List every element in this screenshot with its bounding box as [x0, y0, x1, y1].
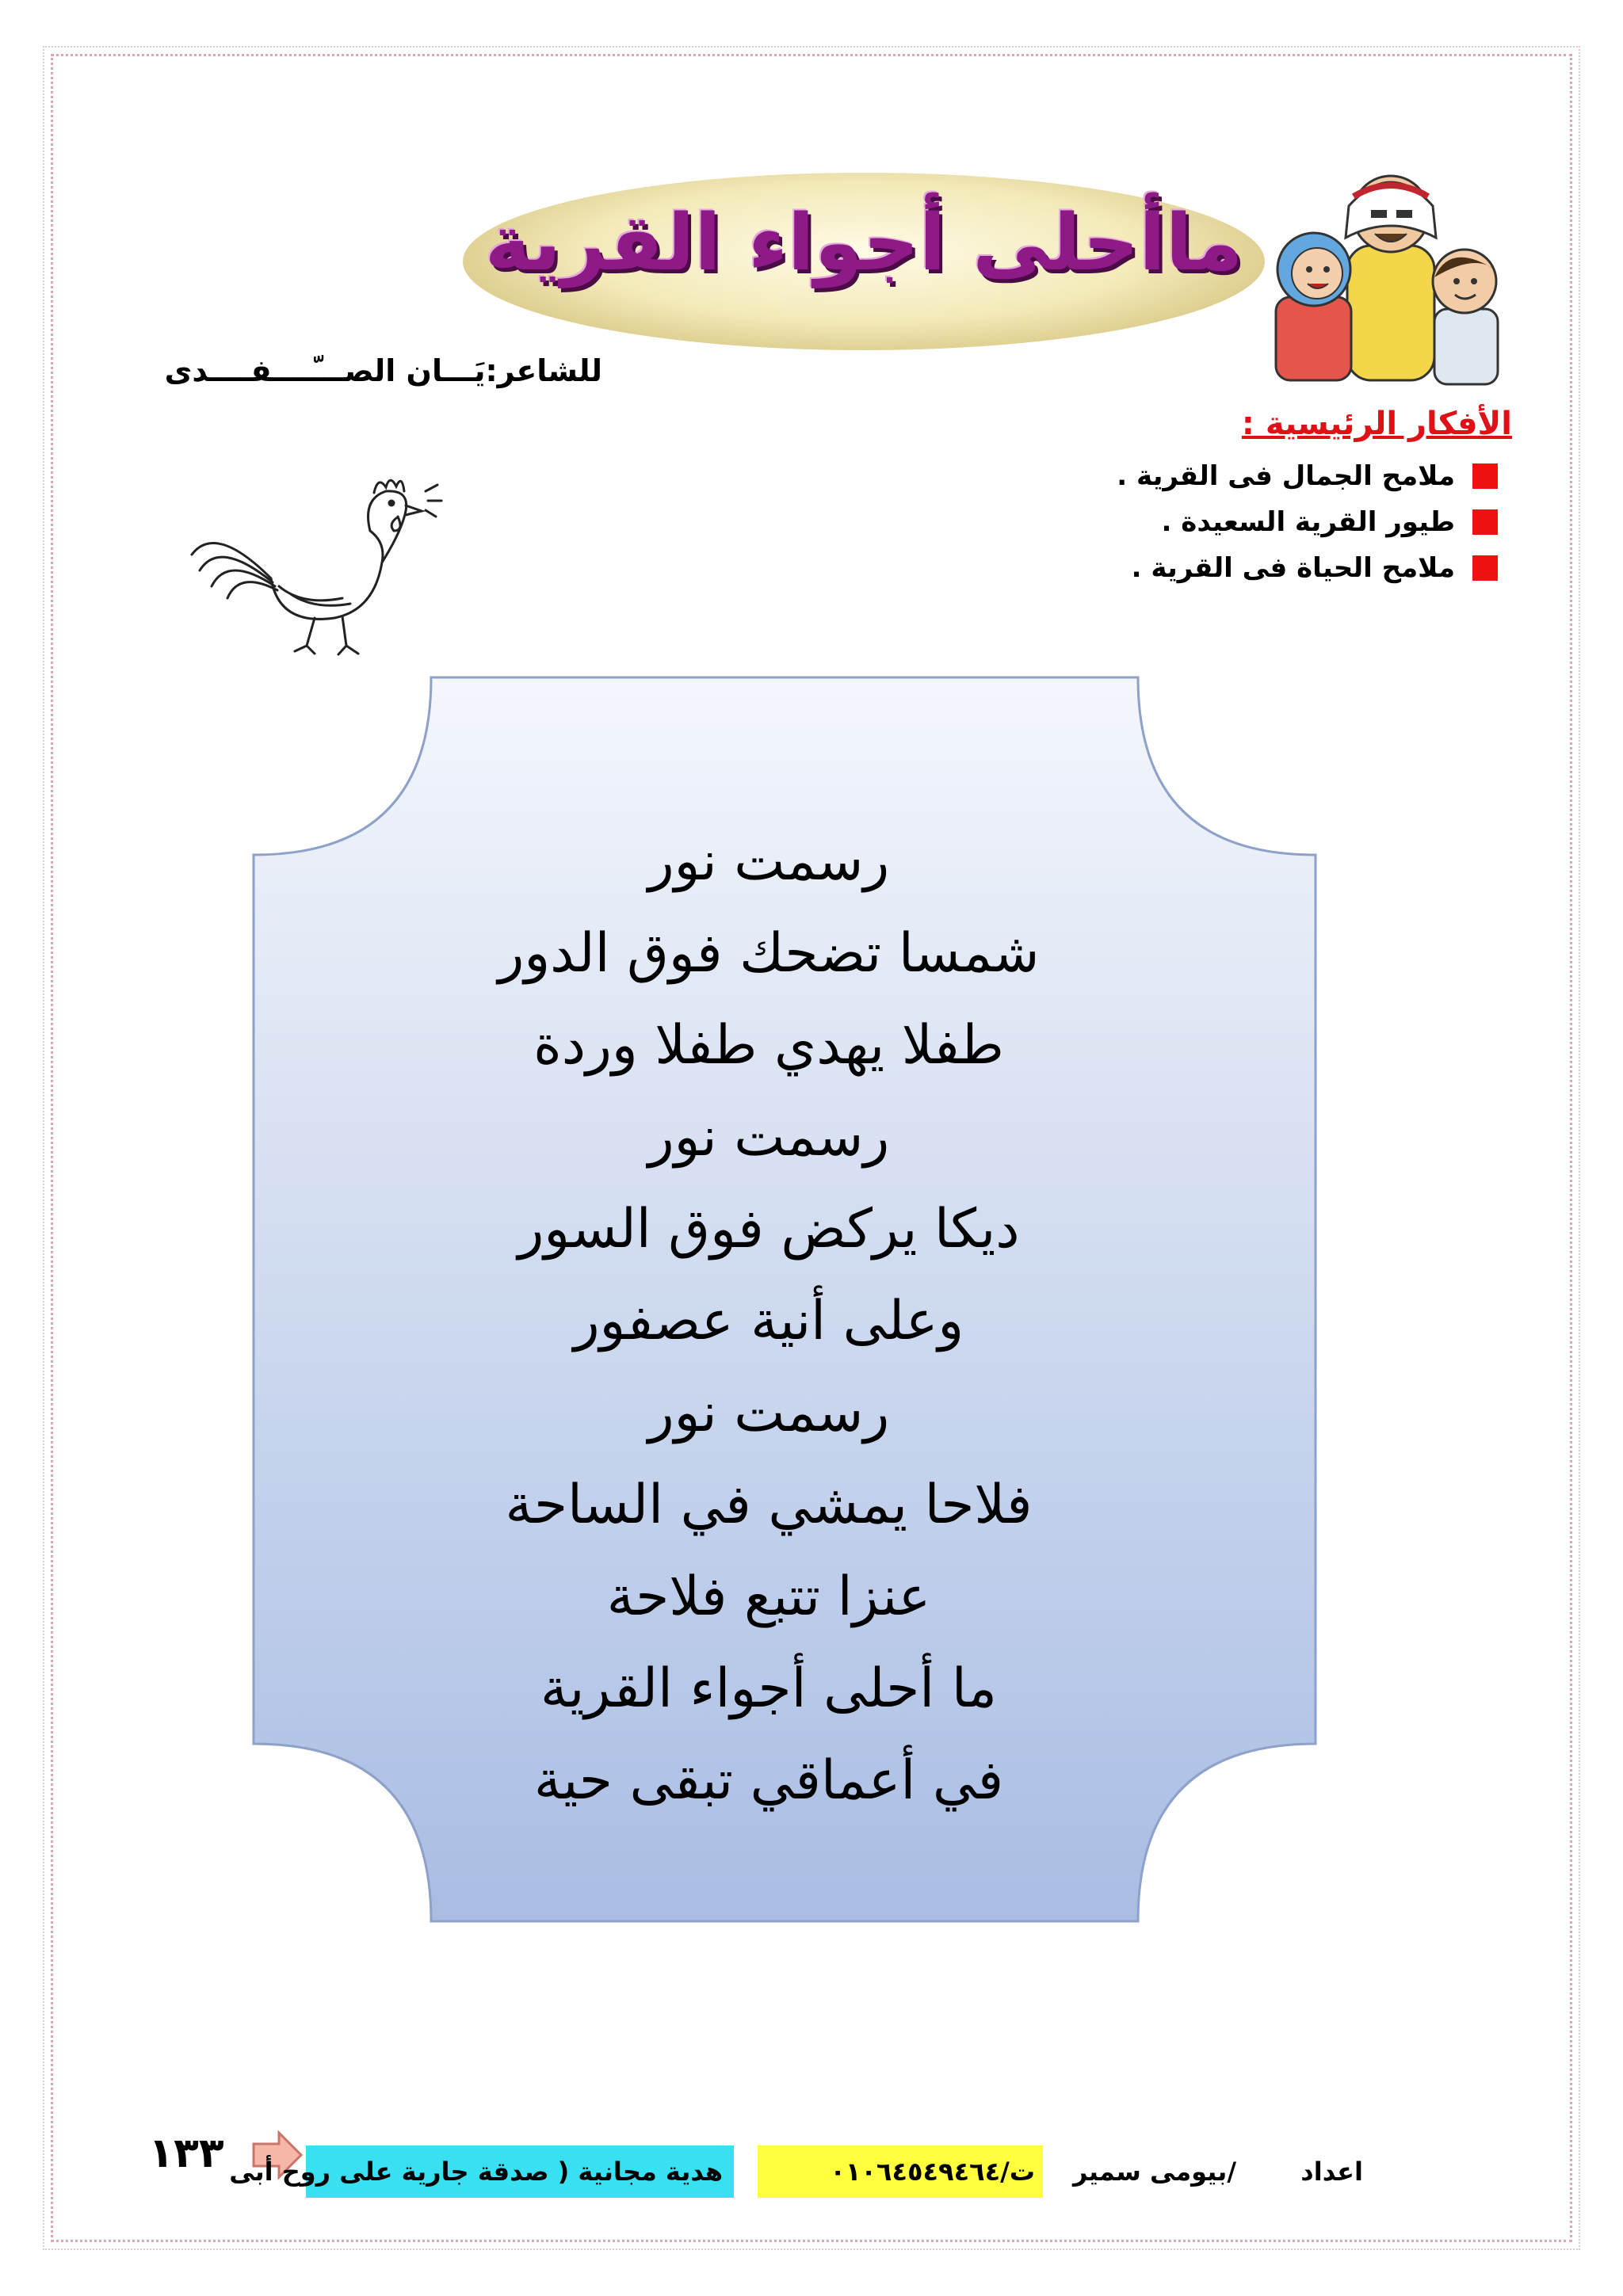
prepared-by-label: اعداد	[1300, 2157, 1363, 2187]
page-number: ١٣٣	[148, 2130, 224, 2177]
poem-line: في أعماقي تبقى حية	[533, 1749, 1004, 1812]
square-bullet-icon	[1472, 463, 1498, 489]
phone-number: ت/٠١٠٦٤٥٤٩٤٦٤	[758, 2145, 1043, 2198]
list-item	[896, 499, 1498, 545]
square-bullet-icon	[1472, 509, 1498, 535]
page-title: ماأحلى أجواء القرية	[484, 198, 1243, 288]
author-name: /بيومى سمير	[1072, 2157, 1236, 2187]
list-item	[896, 453, 1498, 499]
poem-line: رسمت نور	[647, 1382, 890, 1444]
poem-line: رسمت نور	[647, 830, 890, 893]
poem-line: طفلا يهدي طفلا وردة	[533, 1014, 1004, 1077]
list-item	[896, 545, 1498, 591]
ideas-list	[896, 453, 1498, 591]
poem-line: رسمت نور	[647, 1106, 890, 1169]
poem-line: شمسا تضحك فوق الدور	[498, 922, 1040, 985]
poem-line: ديكا يركض فوق السور	[517, 1198, 1020, 1261]
ideas-heading: الأفكار الرئيسية :	[1241, 406, 1512, 442]
idea-text: ملامح الحياة فى القرية .	[1131, 552, 1455, 584]
poem-line: ما أحلى أجواء القرية	[540, 1657, 997, 1720]
poem-line: وعلى أنية عصفور	[573, 1290, 964, 1352]
rooster-illustration	[184, 467, 445, 658]
poet-name: للشاعر:يَـــان الصـــّــــفــــدى	[164, 353, 602, 388]
poem-line: فلاحا يمشي في الساحة	[505, 1474, 1033, 1536]
poem-line: عنزا تتبع فلاحة	[606, 1566, 931, 1628]
square-bullet-icon	[1472, 555, 1498, 581]
poem	[372, 816, 1165, 1827]
family-illustration	[1260, 151, 1506, 388]
idea-text: ملامح الجمال فى القرية .	[1117, 460, 1455, 492]
idea-text: طيور القرية السعيدة .	[1161, 506, 1455, 538]
dedication-banner: هدية مجانية ( صدقة جارية على روح أبى	[306, 2145, 734, 2198]
